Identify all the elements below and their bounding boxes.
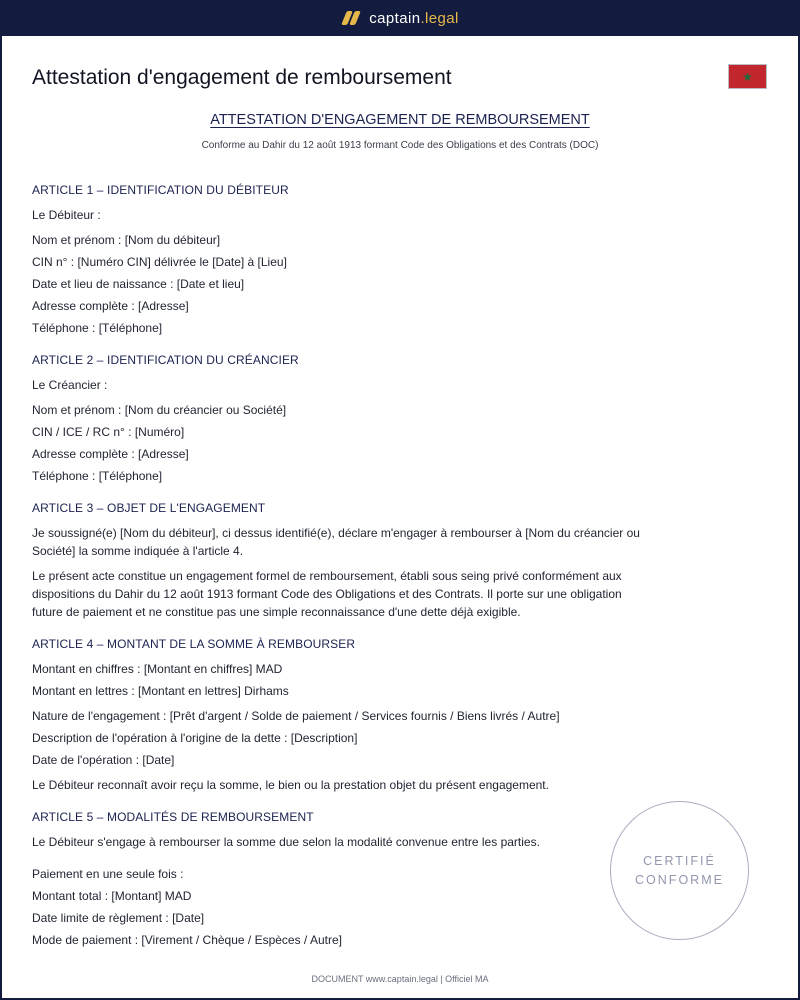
article-5-heading: ARTICLE 5 – MODALITÉS DE REMBOURSEMENT: [32, 810, 314, 824]
page-title: Attestation d'engagement de remboursement: [32, 66, 452, 89]
document-subheading: Conforme au Dahir du 12 août 1913 formant Code des Obligations et des Contrats (DOC): [201, 140, 599, 151]
article-4-line: Montant en chiffres : [Montant en chiffres] MAD: [32, 662, 283, 676]
article-5-line: Paiement en une seule fois :: [32, 867, 184, 881]
article-5-line: Date limite de règlement : [Date]: [32, 911, 205, 925]
article-4-heading: ARTICLE 4 – MONTANT DE LA SOMME À REMBOURSER: [32, 637, 356, 651]
top-bar: [0, 0, 800, 36]
article-5-line: Le Débiteur s'engage à rembourser la somme due selon la modalité convenue entre les parties.: [32, 835, 540, 849]
article-1-heading: ARTICLE 1 – IDENTIFICATION DU DÉBITEUR: [32, 183, 289, 197]
article-4-line: Date de l'opération : [Date]: [32, 753, 175, 767]
document-footer: DOCUMENT www.captain.legal | Officiel MA: [311, 974, 489, 984]
article-3-line: future de paiement et ne constitue pas une simple reconnaissance d'une dette déjà exigible.: [32, 605, 521, 619]
article-2-line: Adresse complète : [Adresse]: [32, 447, 189, 461]
article-1-line: Nom et prénom : [Nom du débiteur]: [32, 233, 221, 247]
article-1-line: Le Débiteur :: [32, 208, 101, 222]
article-2-line: CIN / ICE / RC n° : [Numéro]: [32, 425, 185, 439]
article-1-line: Date et lieu de naissance : [Date et lieu]: [32, 277, 245, 291]
article-1-line: Adresse complète : [Adresse]: [32, 299, 189, 313]
article-3-line: Le présent acte constitue un engagement formel de remboursement, établi sous seing privé conformément aux: [32, 569, 622, 583]
article-2-line: Le Créancier :: [32, 378, 108, 392]
article-2-line: Téléphone : [Téléphone]: [32, 469, 163, 483]
article-5-line: Mode de paiement : [Virement / Chèque / Espèces / Autre]: [32, 933, 342, 947]
article-4-line: Nature de l'engagement : [Prêt d'argent / Solde de paiement / Services fournis / Biens livrés / Autre]: [32, 709, 560, 723]
article-3-line: Je soussigné(e) [Nom du débiteur], ci dessus identifié(e), déclare m'engager à rembourser à [Nom du créancier ou: [32, 526, 640, 540]
article-3-line: Société] la somme indiquée à l'article 4.: [32, 544, 244, 558]
article-4-line: Description de l'opération à l'origine de la dette : [Description]: [32, 731, 358, 745]
article-3-heading: ARTICLE 3 – OBJET DE L'ENGAGEMENT: [32, 501, 266, 515]
article-2-heading: ARTICLE 2 – IDENTIFICATION DU CRÉANCIER: [32, 353, 299, 367]
article-1-line: CIN n° : [Numéro CIN] délivrée le [Date] à [Lieu]: [32, 255, 287, 269]
article-4-line: Le Débiteur reconnaît avoir reçu la somme, le bien ou la prestation objet du présent engagement.: [32, 778, 549, 792]
certified-stamp: [610, 801, 749, 940]
stamp-line-2: CONFORME: [635, 872, 724, 887]
document-heading: ATTESTATION D'ENGAGEMENT DE REMBOURSEMENT: [210, 112, 590, 128]
stamp-line-1: CERTIFIÉ: [643, 853, 716, 868]
article-1-line: Téléphone : [Téléphone]: [32, 321, 163, 335]
brand-name: captain.legal: [369, 9, 459, 27]
brand[interactable]: [341, 10, 458, 27]
article-4-line: Montant en lettres : [Montant en lettres] Dirhams: [32, 684, 289, 698]
morocco-flag-icon: [728, 64, 767, 89]
article-5-line: Montant total : [Montant] MAD: [32, 889, 192, 903]
article-2-line: Nom et prénom : [Nom du créancier ou Société]: [32, 403, 287, 417]
captain-legal-logo-icon: [341, 10, 361, 26]
article-3-line: dispositions du Dahir du 12 août 1913 formant Code des Obligations et des Contrats. Il porte sur une obligation: [32, 587, 622, 601]
flag-star-icon: ★: [742, 69, 753, 84]
